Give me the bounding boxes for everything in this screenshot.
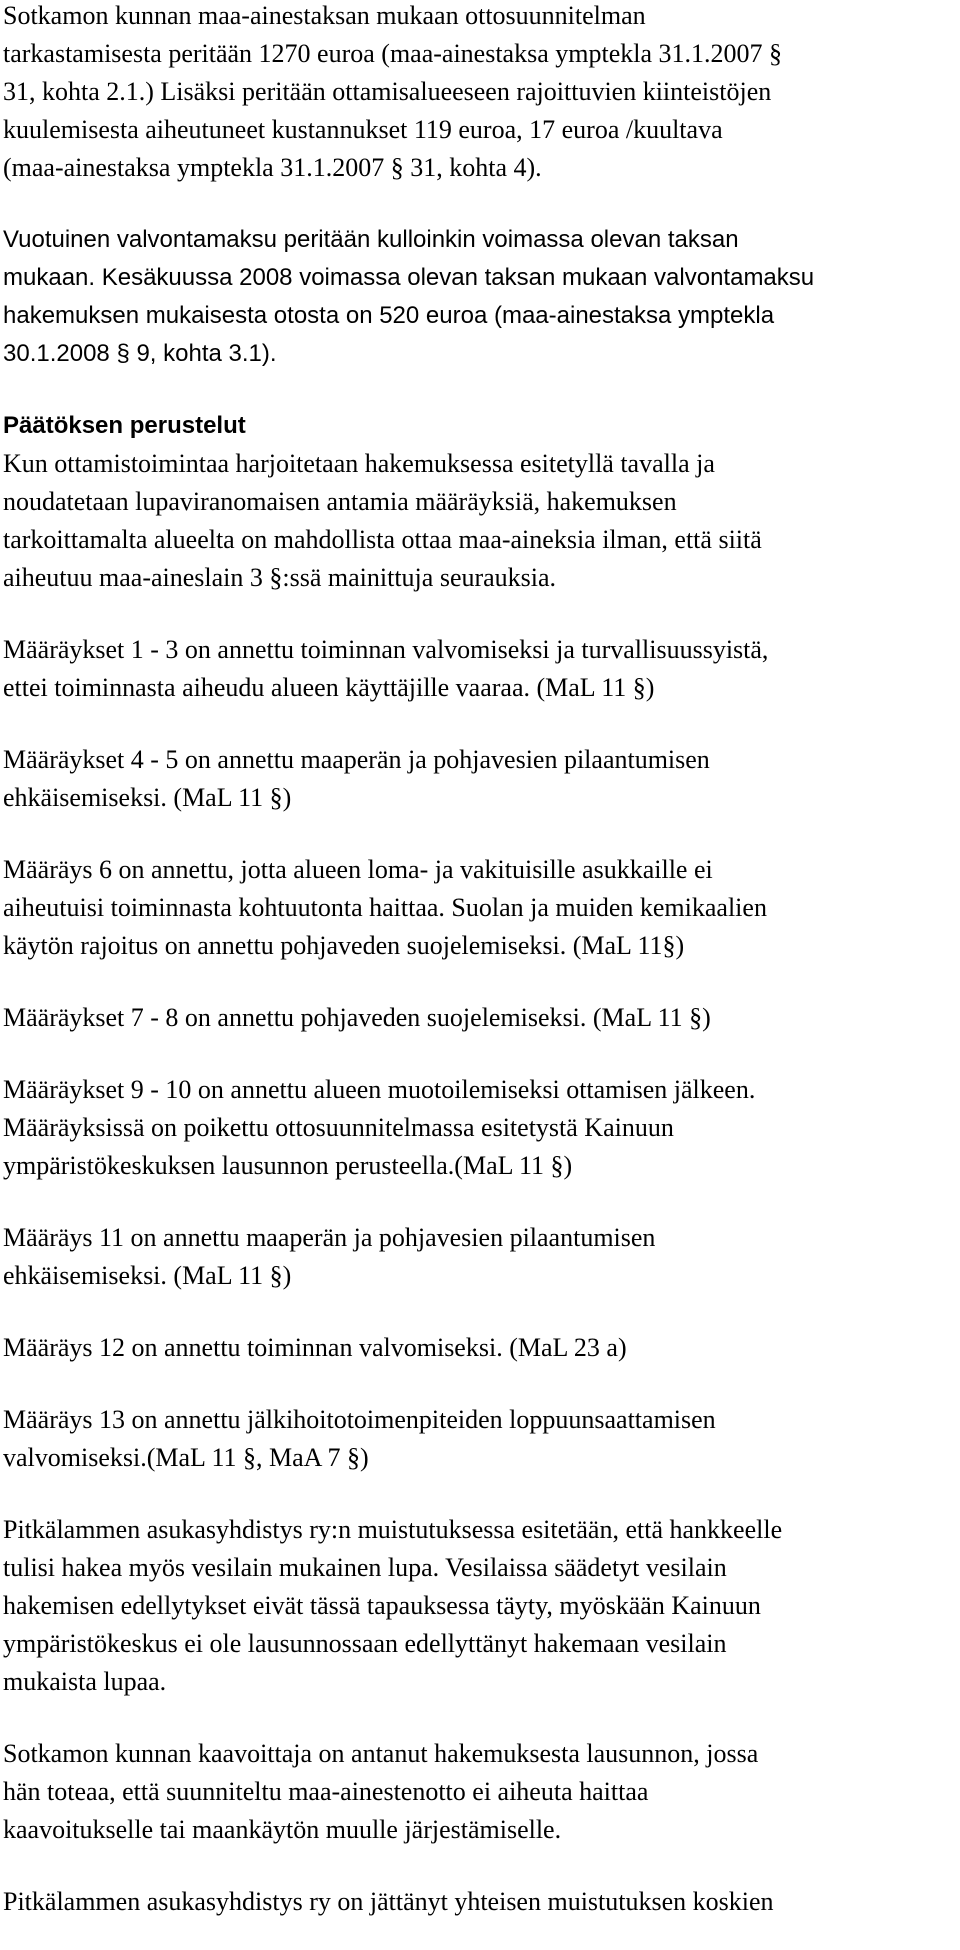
text-line: mukaan. Kesäkuussa 2008 voimassa olevan taksan mukaan valvontamaksu <box>3 264 815 291</box>
text-line: tarkoittamalta alueelta on mahdollista ottaa maa-aineksia ilman, että siitä <box>3 525 762 554</box>
orders-1-3-paragraph <box>3 631 960 707</box>
orders-4-5-paragraph <box>3 741 960 817</box>
text-line: Määräyksissä on poikettu ottosuunnitelmassa esitetystä Kainuun <box>3 1113 674 1142</box>
text-line: Määräys 12 on annettu toiminnan valvomiseksi. (MaL 23 a) <box>3 1333 627 1362</box>
paragraph-gap <box>3 1701 960 1735</box>
text-line: ehkäisemiseksi. (MaL 11 §) <box>3 1261 292 1290</box>
text-line: aiheutuisi toiminnasta kohtuutonta haittaa. Suolan ja muiden kemikaalien <box>3 893 767 922</box>
text-line: Määräykset 1 - 3 on annettu toiminnan valvomiseksi ja turvallisuussyistä, <box>3 635 769 664</box>
text-line: ympäristökeskus ei ole lausunnossaan edellyttänyt hakemaan vesilain <box>3 1629 727 1658</box>
text-line: Määräykset 9 - 10 on annettu alueen muotoilemiseksi ottamisen jälkeen. <box>3 1075 756 1104</box>
text-line: valvomiseksi.(MaL 11 §, MaA 7 §) <box>3 1443 369 1472</box>
text-line: ettei toiminnasta aiheudu alueen käyttäjille vaaraa. (MaL 11 §) <box>3 673 655 702</box>
text-line: Sotkamon kunnan maa-ainestaksan mukaan ottosuunnitelman <box>3 1 646 30</box>
text-line: hakemuksen mukaisesta otosta on 520 euroa (maa-ainestaksa ymptekla <box>3 302 775 329</box>
text-line: (maa-ainestaksa ymptekla 31.1.2007 § 31, kohta 4). <box>3 153 542 182</box>
text-line: ehkäisemiseksi. (MaL 11 §) <box>3 783 292 812</box>
order-12-paragraph <box>3 1329 960 1367</box>
text-line: kaavoitukselle tai maankäytön muulle järjestämiselle. <box>3 1815 562 1844</box>
text-line: hän toteaa, että suunniteltu maa-ainestenotto ei aiheuta haittaa <box>3 1777 649 1806</box>
residents-association-paragraph <box>3 1511 960 1701</box>
paragraph-gap <box>3 1037 960 1071</box>
paragraph-gap <box>3 965 960 999</box>
text-line: käytön rajoitus on annettu pohjaveden suojelemiseksi. (MaL 11§) <box>3 931 685 960</box>
zoning-officer-paragraph <box>3 1735 960 1849</box>
text-line: mukaista lupaa. <box>3 1667 167 1696</box>
section-heading: Päätöksen perustelut <box>3 412 246 439</box>
paragraph-gap <box>3 373 960 407</box>
paragraph-gap <box>3 187 960 221</box>
paragraph-gap <box>3 1849 960 1883</box>
text-line: Määräys 6 on annettu, jotta alueen loma- ja vakituisille asukkaille ei <box>3 855 713 884</box>
paragraph-gap <box>3 597 960 631</box>
paragraph-gap <box>3 1185 960 1219</box>
text-line: Vuotuinen valvontamaksu peritään kulloinkin voimassa olevan taksan <box>3 226 739 253</box>
fee-paragraph <box>3 0 960 187</box>
supervision-fee-paragraph <box>3 221 960 373</box>
paragraph-gap <box>3 707 960 741</box>
text-line: Kun ottamistoimintaa harjoitetaan hakemuksessa esitetyllä tavalla ja <box>3 449 715 478</box>
orders-9-10-paragraph <box>3 1071 960 1185</box>
orders-7-8-paragraph <box>3 999 960 1037</box>
text-line: noudatetaan lupaviranomaisen antamia määräyksiä, hakemuksen <box>3 487 677 516</box>
text-line: Sotkamon kunnan kaavoittaja on antanut hakemuksesta lausunnon, jossa <box>3 1739 759 1768</box>
paragraph-gap <box>3 1477 960 1511</box>
text-line: 30.1.2008 § 9, kohta 3.1). <box>3 340 277 367</box>
text-line: Pitkälammen asukasyhdistys ry:n muistutuksessa esitetään, että hankkeelle <box>3 1515 783 1544</box>
order-6-paragraph <box>3 851 960 965</box>
paragraph-gap <box>3 817 960 851</box>
text-line: kuulemisesta aiheutuneet kustannukset 119 euroa, 17 euroa /kuultava <box>3 115 723 144</box>
text-line: Määräys 11 on annettu maaperän ja pohjavesien pilaantumisen <box>3 1223 656 1252</box>
order-11-paragraph <box>3 1219 960 1295</box>
late-remark-paragraph <box>3 1883 960 1921</box>
text-line: Määräys 13 on annettu jälkihoitotoimenpiteiden loppuunsaattamisen <box>3 1405 716 1434</box>
text-line: aiheutuu maa-aineslain 3 §:ssä mainittuja seurauksia. <box>3 563 557 592</box>
text-line: ympäristökeskuksen lausunnon perusteella.(MaL 11 §) <box>3 1151 573 1180</box>
text-line: tarkastamisesta peritään 1270 euroa (maa-ainestaksa ymptekla 31.1.2007 § <box>3 39 783 68</box>
text-line: Määräykset 4 - 5 on annettu maaperän ja pohjavesien pilaantumisen <box>3 745 710 774</box>
text-line: hakemisen edellytykset eivät tässä tapauksessa täyty, myöskään Kainuun <box>3 1591 761 1620</box>
text-line: Määräykset 7 - 8 on annettu pohjaveden suojelemiseksi. (MaL 11 §) <box>3 1003 711 1032</box>
decision-reasoning <box>3 407 960 597</box>
text-line: 31, kohta 2.1.) Lisäksi peritään ottamisalueeseen rajoittuvien kiinteistöjen <box>3 77 772 106</box>
order-13-paragraph <box>3 1401 960 1477</box>
paragraph-gap <box>3 1295 960 1329</box>
text-line: tulisi hakea myös vesilain mukainen lupa. Vesilaissa säädetyt vesilain <box>3 1553 727 1582</box>
text-line: Pitkälammen asukasyhdistys ry on jättänyt yhteisen muistutuksen koskien <box>3 1887 774 1916</box>
paragraph-gap <box>3 1367 960 1401</box>
